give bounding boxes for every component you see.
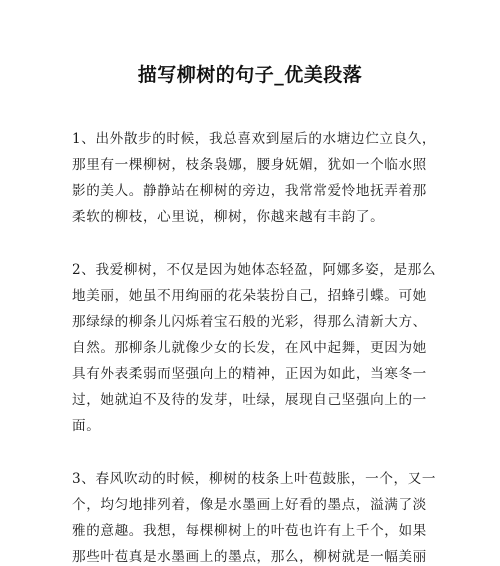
paragraph-line: 那里有一棵柳树，枝条袅娜，腰身妩媚，犹如一个临水照	[72, 157, 427, 173]
paragraph-line: 面。	[72, 418, 101, 434]
paragraph-line: 影的美人。静静站在柳树的旁边，我常常爱怜地抚弄着那	[72, 183, 427, 199]
paragraph-line: 2、我爱柳树，不仅是因为她体态轻盈，阿娜多姿，是那么	[72, 262, 437, 278]
paragraph-line: 过，她就迫不及待的发芽，吐绿，展现自己坚强向上的一	[72, 392, 427, 408]
document-title: 描写柳树的句子_优美段落	[137, 64, 363, 86]
paragraph-line: 地美丽，她虽不用绚丽的花朵装扮自己，招蜂引蝶。可她	[72, 288, 427, 304]
paragraph-3	[72, 466, 437, 566]
paragraph-line: 那些叶苞真是水墨画上的墨点，那么，柳树就是一幅美丽	[72, 549, 427, 565]
paragraph-2	[72, 257, 437, 439]
paragraph-line: 1、出外散步的时候，我总喜欢到屋后的水塘边伫立良久，	[72, 131, 437, 147]
paragraph-line: 具有外表柔弱而坚强向上的精神，正因为如此，当寒冬一	[72, 366, 427, 382]
paragraph-line: 自然。那柳条儿就像少女的长发，在风中起舞，更因为她	[72, 340, 427, 356]
paragraph-line: 柔软的柳枝，心里说，柳树，你越来越有丰韵了。	[72, 209, 385, 225]
paragraph-line: 雅的意趣。我想，每棵柳树上的叶苞也许有上千个，如果	[72, 523, 427, 539]
paragraph-line: 个，均匀地排列着，像是水墨画上好看的墨点，溢满了淡	[72, 497, 427, 513]
paragraph-line: 那绿绿的柳条儿闪烁着宝石般的光彩，得那么清新大方、	[72, 314, 427, 330]
paragraph-line: 3、春风吹动的时候，柳树的枝条上叶苞鼓胀，一个，又一	[72, 471, 437, 487]
paragraph-1	[72, 126, 437, 230]
